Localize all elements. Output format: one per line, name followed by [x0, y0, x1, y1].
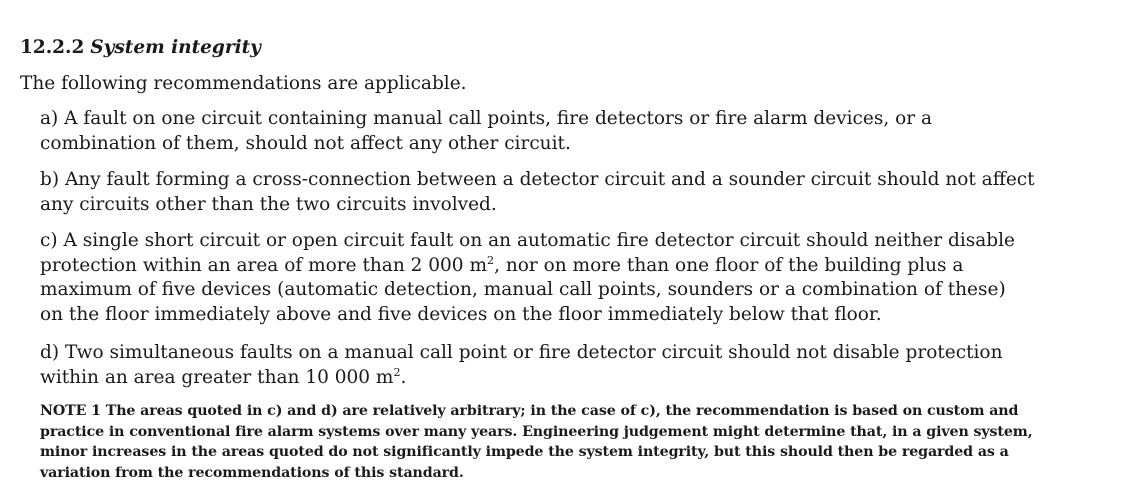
note-line-1: NOTE 1 The areas quoted in c) and d) are relatively arbitrary; in the case of c), the recommendation is based on custom and	[40, 403, 1019, 419]
recommendation-d-line-2-text: within an area greater than 10 000 m	[40, 366, 394, 388]
recommendation-c-line-2-tail: , nor on more than one floor of the building plus a	[494, 254, 964, 276]
recommendation-b-line-1: b) Any fault forming a cross-connection between a detector circuit and a sounder circuit should not affect	[40, 169, 1035, 190]
recommendation-d-line-2	[40, 366, 1002, 391]
superscript-squared: 2	[393, 365, 401, 379]
note-line-2: practice in conventional fire alarm systems over many years. Engineering judgement might determine that, in a given system,	[40, 423, 1033, 440]
recommendation-c-line-2	[40, 254, 1015, 279]
recommendation-c-line-1: c) A single short circuit or open circuit fault on an automatic fire detector circuit should neither disable	[40, 230, 1015, 251]
recommendation-d	[40, 341, 1002, 390]
recommendation-a-line-2: combination of them, should not affect any other circuit.	[40, 132, 571, 154]
recommendation-a-line-1: a) A fault on one circuit containing manual call points, fire detectors or fire alarm devices, or a	[40, 108, 933, 129]
recommendation-a	[40, 107, 932, 156]
recommendation-c-line-2-text: protection within an area of more than 2 000 m	[40, 254, 487, 276]
intro-paragraph: The following recommendations are applicable.	[20, 73, 467, 94]
note-line-3: minor increases in the areas quoted do not significantly impede the system integrity, but this should then be regarded as a	[40, 444, 1009, 460]
note-line-4: variation from the recommendations of this standard.	[40, 464, 464, 481]
recommendation-d-line-2-tail: .	[400, 366, 407, 388]
section-title: System integrity	[90, 37, 261, 58]
section-number: 12.2.2	[20, 37, 85, 58]
recommendation-c-line-4: on the floor immediately above and five devices on the floor immediately below that floor.	[40, 303, 882, 325]
recommendation-d-line-1: d) Two simultaneous faults on a manual call point or fire detector circuit should not disable protection	[40, 342, 1003, 363]
recommendation-c	[40, 229, 1015, 327]
recommendation-b-line-2: any circuits other than the two circuits involved.	[40, 193, 497, 215]
recommendation-c-line-3: maximum of five devices (automatic detection, manual call points, sounders or a combination of these)	[40, 279, 1006, 300]
note-1	[40, 401, 1033, 483]
section-heading	[20, 35, 261, 61]
superscript-squared: 2	[487, 253, 495, 267]
recommendation-b	[40, 168, 1035, 217]
